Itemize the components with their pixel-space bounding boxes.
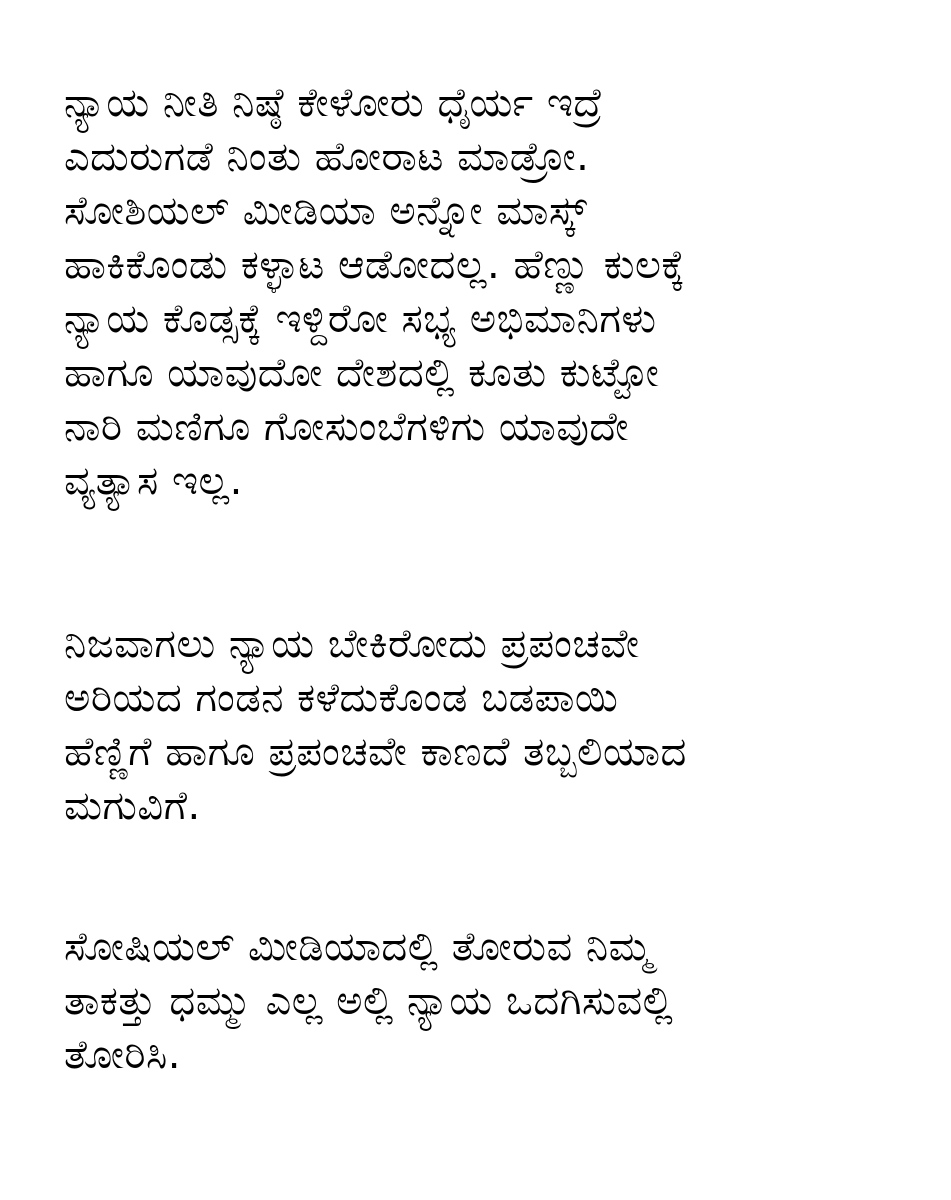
text-line: ಹಾಗೂ ಯಾವುದೋ ದೇಶದಲ್ಲಿ ಕೂತು ಕುಟ್ಟೋ [64,350,660,396]
text-line: ಎದುರುಗಡೆ ನಿಂತು ಹೋರಾಟ ಮಾಡ್ರೋ. [64,134,590,180]
text-line: ಸೋಶಿಯಲ್ ಮೀಡಿಯಾ ಅನ್ನೋ ಮಾಸ್ಕ್ [64,188,588,234]
text-line: ವ್ಯತ್ಯಾಸ ಇಲ್ಲ. [64,458,243,504]
text-line: ಹಾಕಿಕೊಂಡು ಕಳ್ಳಾಟ ಆಡೋದಲ್ಲ. ಹೆಣ್ಣು ಕುಲಕ್ಕೆ [64,242,686,288]
paragraph-3 [64,920,924,1082]
paragraph-1 [64,76,924,508]
text-line: ಸೋಷಿಯಲ್ ಮೀಡಿಯಾದಲ್ಲಿ ತೋರುವ ನಿಮ್ಮ [64,924,653,970]
text-line: ನಿಜವಾಗಲು ನ್ಯಾಯ ಬೇಕಿರೋದು ಪ್ರಪಂಚವೇ [64,621,640,667]
text-line: ತಾಕತ್ತು ಧಮ್ಮು ಎಲ್ಲ ಅಲ್ಲಿ ನ್ಯಾಯ ಒದಗಿಸುವಲ್ಲಿ [64,978,674,1024]
text-line: ಹೆಣ್ಣಿಗೆ ಹಾಗೂ ಪ್ರಪಂಚವೇ ಕಾಣದೆ ತಬ್ಬಲಿಯಾದ [64,729,687,775]
text-line: ಅರಿಯದ ಗಂಡನ ಕಳೆದುಕೊಂಡ ಬಡಪಾಯಿ [64,675,619,721]
text-line: ನ್ಯಾಯ ನೀತಿ ನಿಷ್ಠೆ ಕೇಳೋರು ಧೈರ್ಯ ಇದ್ರೆ [64,80,604,126]
text-line: ನ್ಯಾಯ ಕೊಡ್ಸಕ್ಕೆ ಇಳ್ದಿರೋ ಸಭ್ಯ ಅಭಿಮಾನಿಗಳು [64,296,657,342]
paragraph-2 [64,617,924,833]
text-line: ತೋರಿಸಿ. [64,1032,181,1078]
text-line: ಮಗುವಿಗೆ. [64,783,201,829]
text-line: ನಾರಿ ಮಣಿಗೂ ಗೋಸುಂಬೆಗಳಿಗು ಯಾವುದೇ [64,404,629,450]
